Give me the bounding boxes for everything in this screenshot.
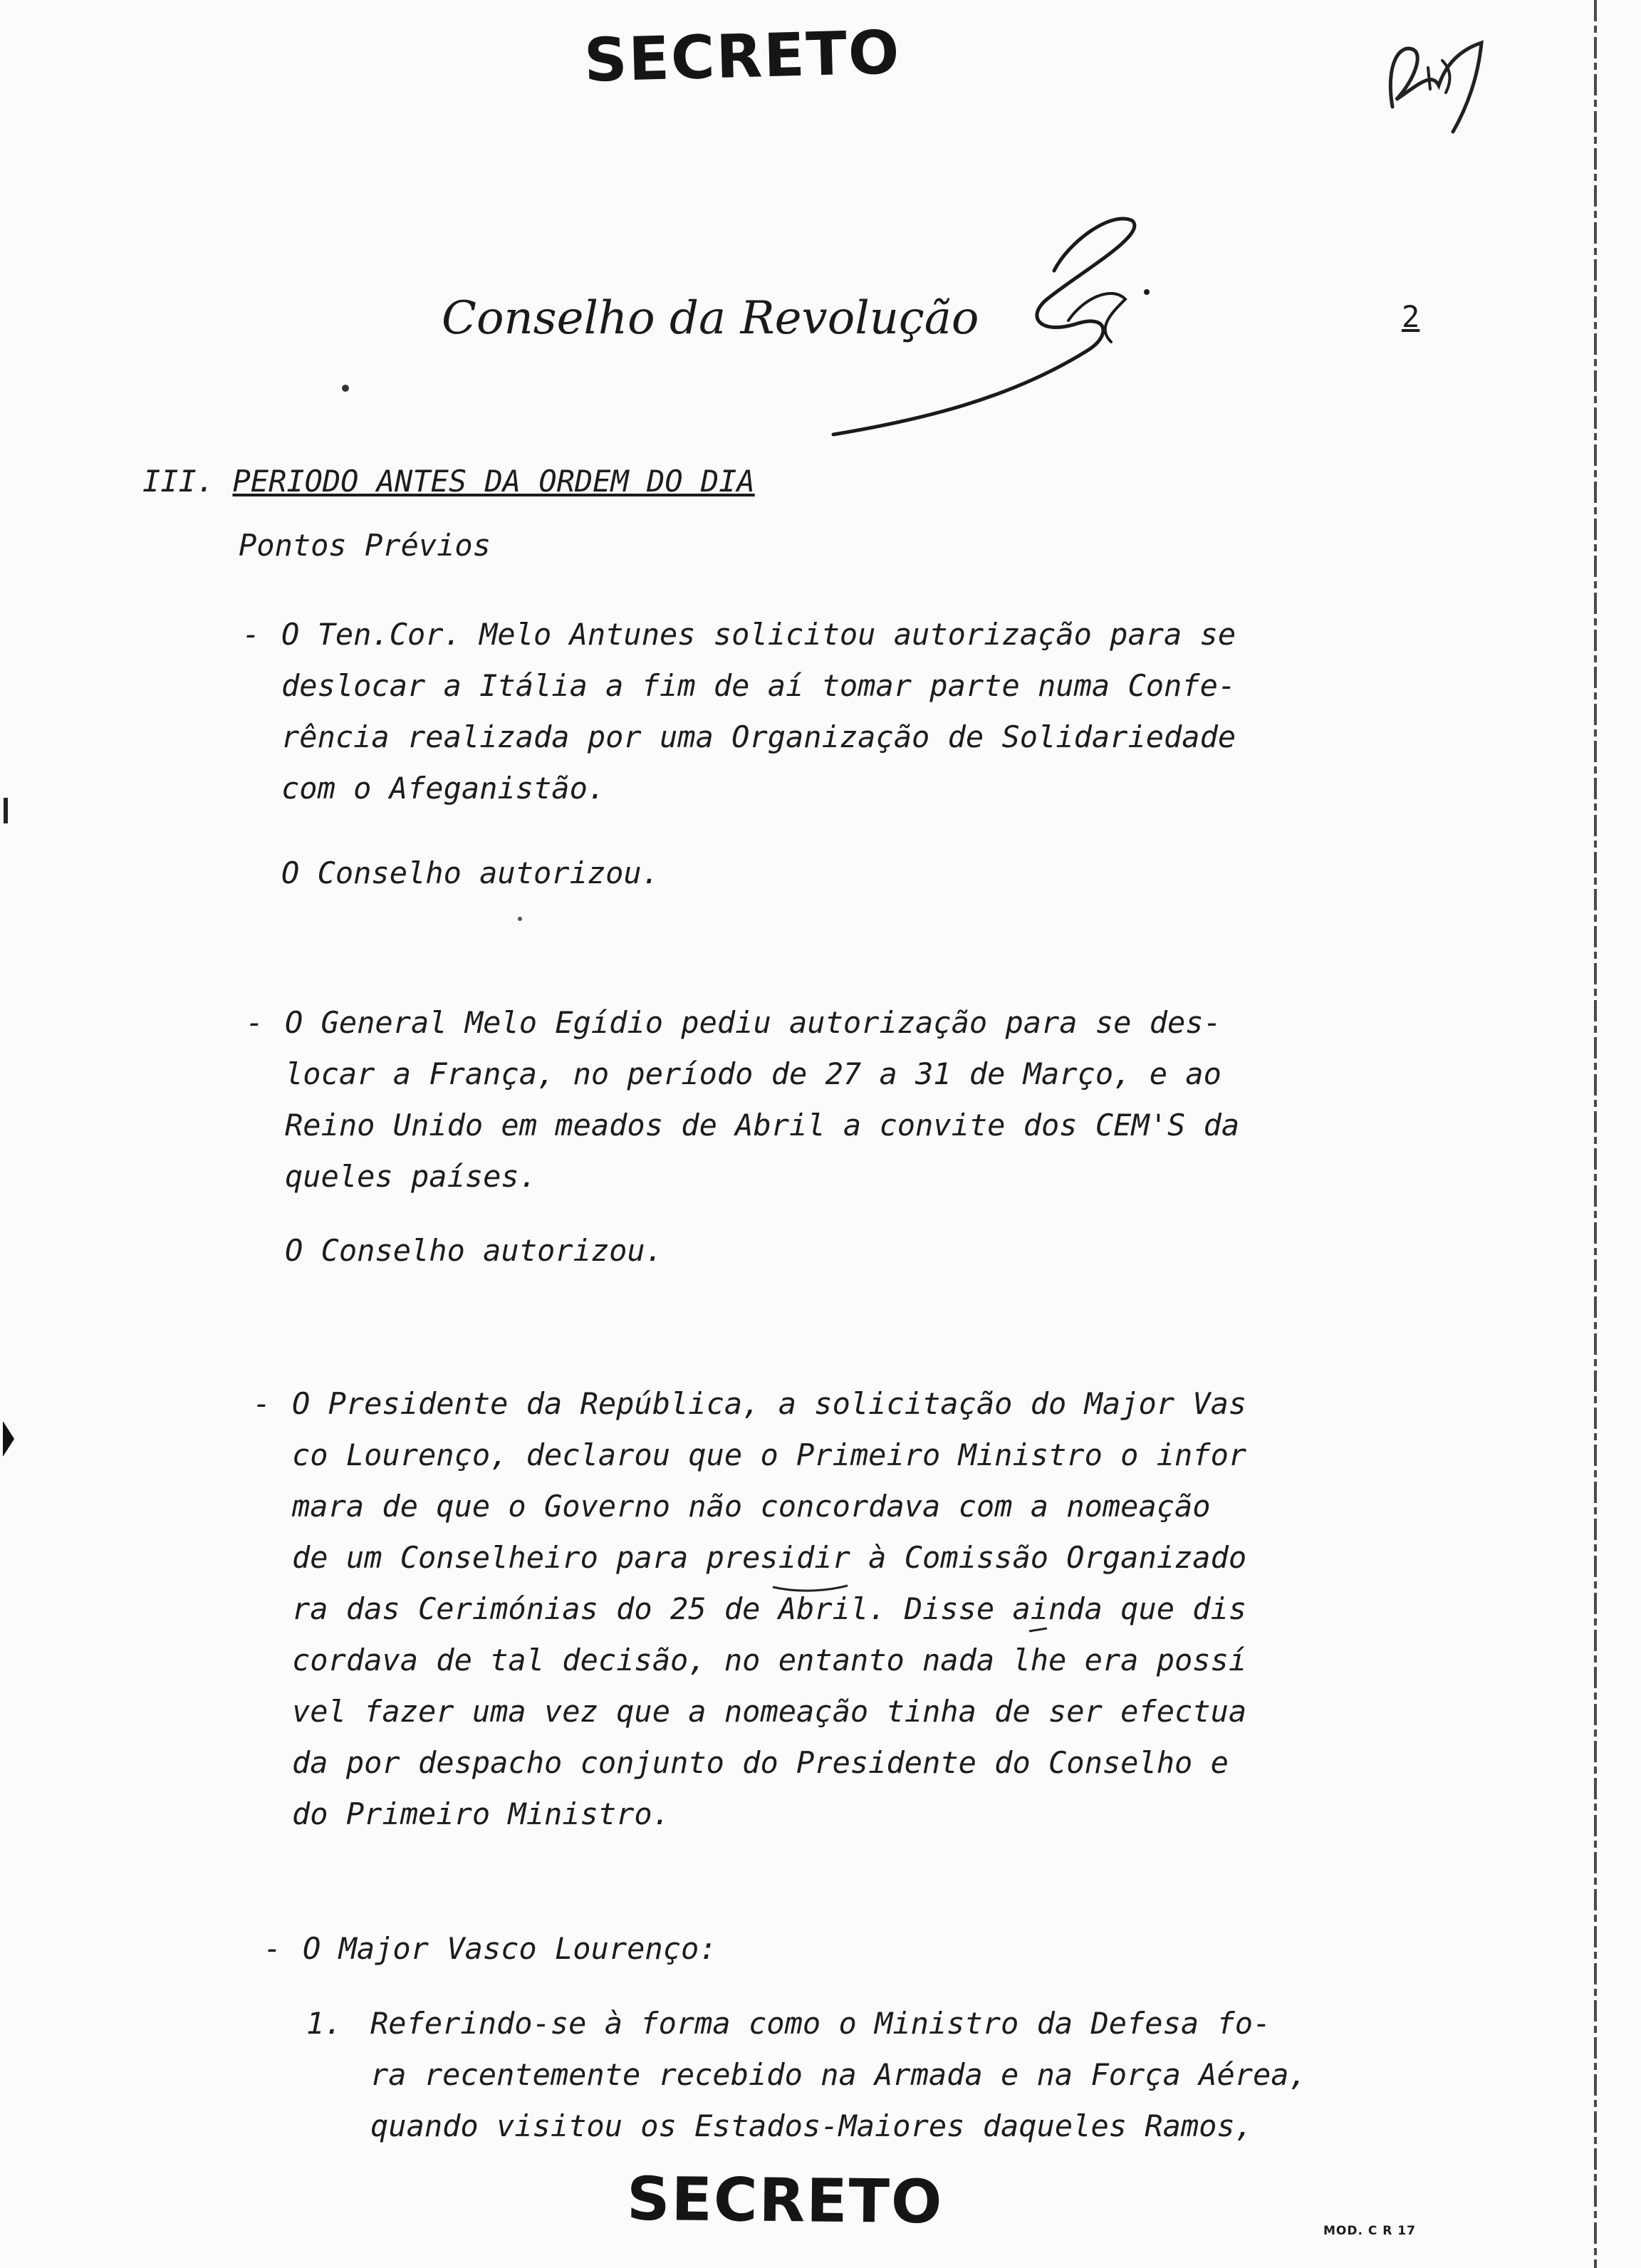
item-dash: - [246, 1005, 264, 1040]
section-subheading: Pontos Prévios [239, 528, 491, 563]
item-resolution-1: O Conselho autorizou. [281, 855, 660, 890]
subitem-number: 1. [306, 2006, 343, 2041]
item-paragraph-1 [281, 609, 1236, 814]
paragraph-line: O General Melo Egídio pediu autorização para se des- [285, 1005, 1221, 1040]
paragraph-line: ra recentemente recebido na Armada e na Força Aérea, [370, 2057, 1307, 2092]
paragraph-line: quando visitou os Estados-Maiores daqueles Ramos, [370, 2108, 1254, 2143]
paragraph-line: de um Conselheiro para presidir à Comissão Organizado [292, 1540, 1247, 1575]
paragraph-line: Reino Unido em meados de Abril a convite dos CEM'S da [285, 1108, 1240, 1143]
item-dash: - [242, 617, 261, 652]
section-heading [142, 456, 755, 507]
item-resolution-2: O Conselho autorizou. [285, 1233, 664, 1268]
classification-stamp-bottom: SECRETO [626, 2163, 944, 2237]
paragraph-line: rência realizada por uma Organização de Solidariedade [281, 719, 1236, 754]
paragraph-line: com o Afeganistão. [281, 771, 606, 806]
paragraph-line: queles países. [285, 1159, 538, 1194]
item-paragraph-2 [285, 997, 1239, 1202]
paragraph-line: do Primeiro Ministro. [292, 1796, 671, 1831]
paragraph-line: vel fazer uma vez que a nomeação tinha de ser efectua [292, 1694, 1247, 1729]
paragraph-line: ra das Cerimónias do 25 de Abril. Disse ainda que dis [292, 1591, 1247, 1626]
paragraph-line: locar a França, no período de 27 a 31 de Março, e ao [285, 1056, 1221, 1091]
paragraph-line: mara de que o Governo não concordava com a nomeação [292, 1489, 1211, 1524]
header-logo: Conselho da Revolução [442, 292, 979, 345]
item-dash: - [253, 1386, 271, 1421]
paragraph-line: O Presidente da República, a solicitação do Major Vas [292, 1386, 1247, 1421]
section-number: III. [142, 464, 215, 499]
form-code: MOD. C R 17 [1323, 2224, 1416, 2238]
classification-stamp-top: SECRETO [583, 17, 902, 95]
item-paragraph-3 [292, 1378, 1246, 1840]
paragraph-line: cordava de tal decisão, no entanto nada lhe era possí [292, 1643, 1247, 1677]
paragraph-line: O Ten.Cor. Melo Antunes solicitou autorização para se [281, 617, 1236, 652]
item-dash: - [264, 1931, 282, 1966]
subitem-paragraph-1 [370, 1998, 1307, 2152]
paragraph-line: Referindo-se à forma como o Ministro da Defesa fo- [370, 2006, 1271, 2041]
item-heading-4: O Major Vasco Lourenço: [303, 1931, 717, 1966]
paragraph-line: deslocar a Itália a fim de aí tomar parte numa Confe- [281, 668, 1236, 703]
page-number: 2 [1402, 299, 1420, 334]
paragraph-line: co Lourenço, declarou que o Primeiro Ministro o infor [292, 1437, 1247, 1472]
section-title: PERIODO ANTES DA ORDEM DO DIA [232, 464, 755, 499]
paragraph-line: da por despacho conjunto do Presidente do Conselho e [292, 1745, 1229, 1780]
